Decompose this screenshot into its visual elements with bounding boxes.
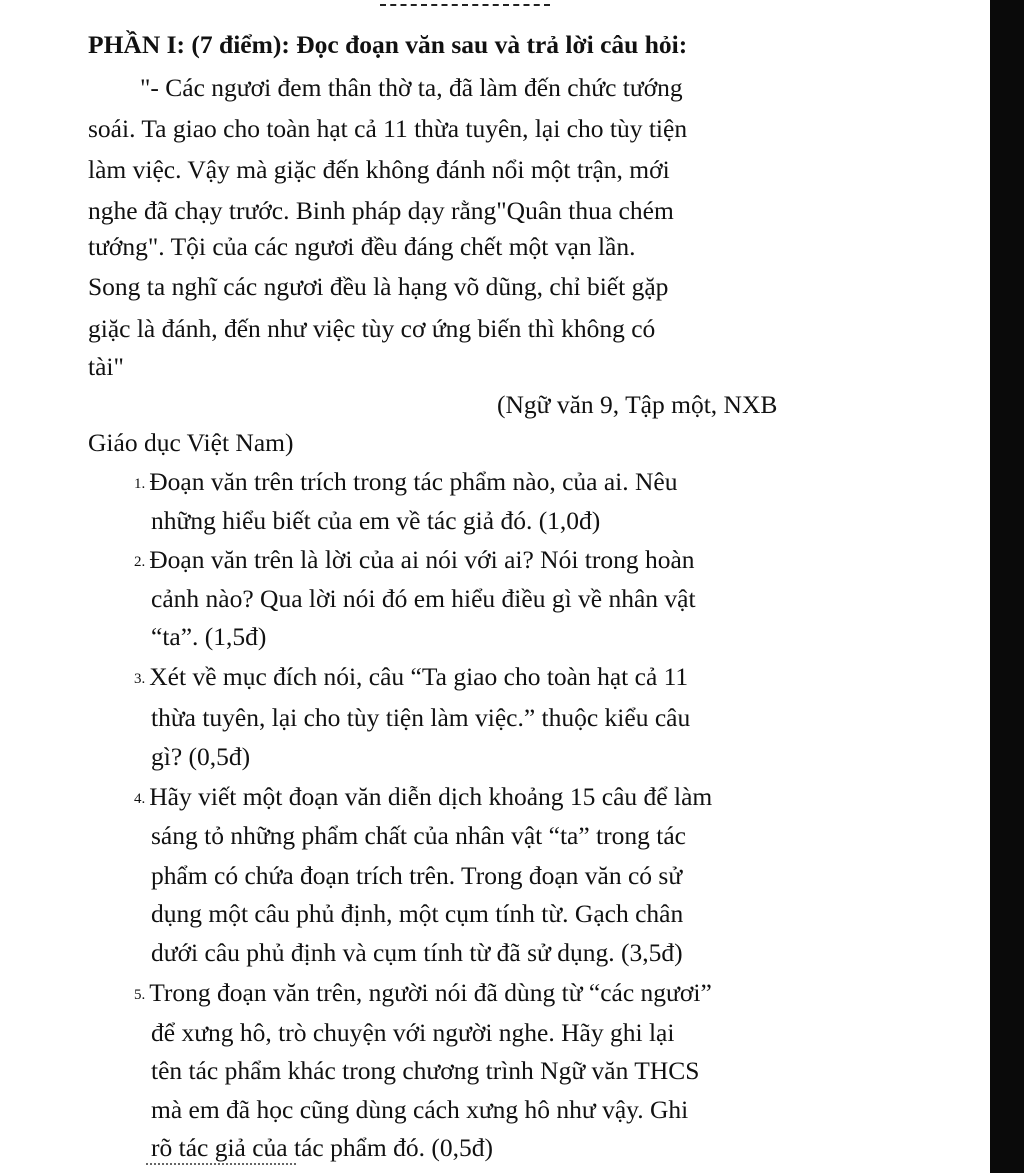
question-4 <box>134 782 712 814</box>
passage-line: tài" <box>88 352 124 381</box>
source-citation: (Ngữ văn 9, Tập một, NXB <box>497 390 778 419</box>
passage-line: Song ta nghĩ các ngươi đều là hạng võ dũng, chỉ biết gặp <box>88 272 669 301</box>
passage-line: giặc là đánh, đến như việc tùy cơ ứng biến thì không có <box>88 314 656 343</box>
cut-off-text-marks <box>146 1163 296 1173</box>
question-line: Đoạn văn trên là lời của ai nói với ai? Nói trong hoàn <box>149 545 695 574</box>
question-line: Trong đoạn văn trên, người nói đã dùng từ “các ngươi” <box>149 978 712 1007</box>
question-1 <box>134 467 677 499</box>
question-number: 3. <box>134 671 146 687</box>
question-number: 5. <box>134 987 146 1003</box>
question-number: 1. <box>134 476 146 492</box>
question-line: sáng tỏ những phẩm chất của nhân vật “ta” trong tác <box>151 821 686 850</box>
question-line: phẩm có chứa đoạn trích trên. Trong đoạn văn có sử <box>151 861 683 890</box>
question-line: dụng một câu phủ định, một cụm tính từ. Gạch chân <box>151 899 684 928</box>
passage-line: soái. Ta giao cho toàn hạt cả 11 thừa tuyên, lại cho tùy tiện <box>88 114 688 143</box>
question-line: Đoạn văn trên trích trong tác phẩm nào, của ai. Nêu <box>149 467 678 496</box>
question-line: Xét về mục đích nói, câu “Ta giao cho toàn hạt cả 11 <box>149 662 689 691</box>
question-number: 4. <box>134 791 146 807</box>
passage-line: làm việc. Vậy mà giặc đến không đánh nổi một trận, mới <box>88 155 670 184</box>
question-line: mà em đã học cũng dùng cách xưng hô như vậy. Ghi <box>151 1095 689 1124</box>
question-5 <box>134 978 712 1010</box>
question-line: những hiểu biết của em về tác giả đó. (1,0đ) <box>151 506 601 535</box>
question-line: tên tác phẩm khác trong chương trình Ngữ văn THCS <box>151 1056 700 1085</box>
question-3 <box>134 662 688 694</box>
question-number: 2. <box>134 554 146 570</box>
right-dark-border <box>990 0 1024 1173</box>
question-line: dưới câu phủ định và cụm tính từ đã sử dụng. (3,5đ) <box>151 938 683 967</box>
passage-line: tướng". Tội của các ngươi đều đáng chết một vạn lần. <box>88 232 636 261</box>
question-line: thừa tuyên, lại cho tùy tiện làm việc.” thuộc kiểu câu <box>151 703 691 732</box>
question-line: để xưng hô, trò chuyện với người nghe. Hãy ghi lại <box>151 1018 675 1047</box>
question-line: gì? (0,5đ) <box>151 742 251 771</box>
question-line: Hãy viết một đoạn văn diễn dịch khoảng 15 câu để làm <box>149 782 713 811</box>
question-line: rõ tác giả của tác phẩm đó. (0,5đ) <box>151 1133 493 1162</box>
passage-line: "- Các ngươi đem thân thờ ta, đã làm đến chức tướng <box>140 73 683 102</box>
question-line: “ta”. (1,5đ) <box>151 622 267 651</box>
passage-line: nghe đã chạy trước. Binh pháp dạy rằng"Quân thua chém <box>88 196 674 225</box>
question-2 <box>134 545 695 577</box>
question-line: cảnh nào? Qua lời nói đó em hiểu điều gì về nhân vật <box>151 584 696 613</box>
section-title: PHẦN I: (7 điểm): Đọc đoạn văn sau và trả lời câu hỏi: <box>88 30 688 59</box>
source-citation: Giáo dục Việt Nam) <box>88 428 294 457</box>
top-dashed-divider <box>380 4 550 18</box>
